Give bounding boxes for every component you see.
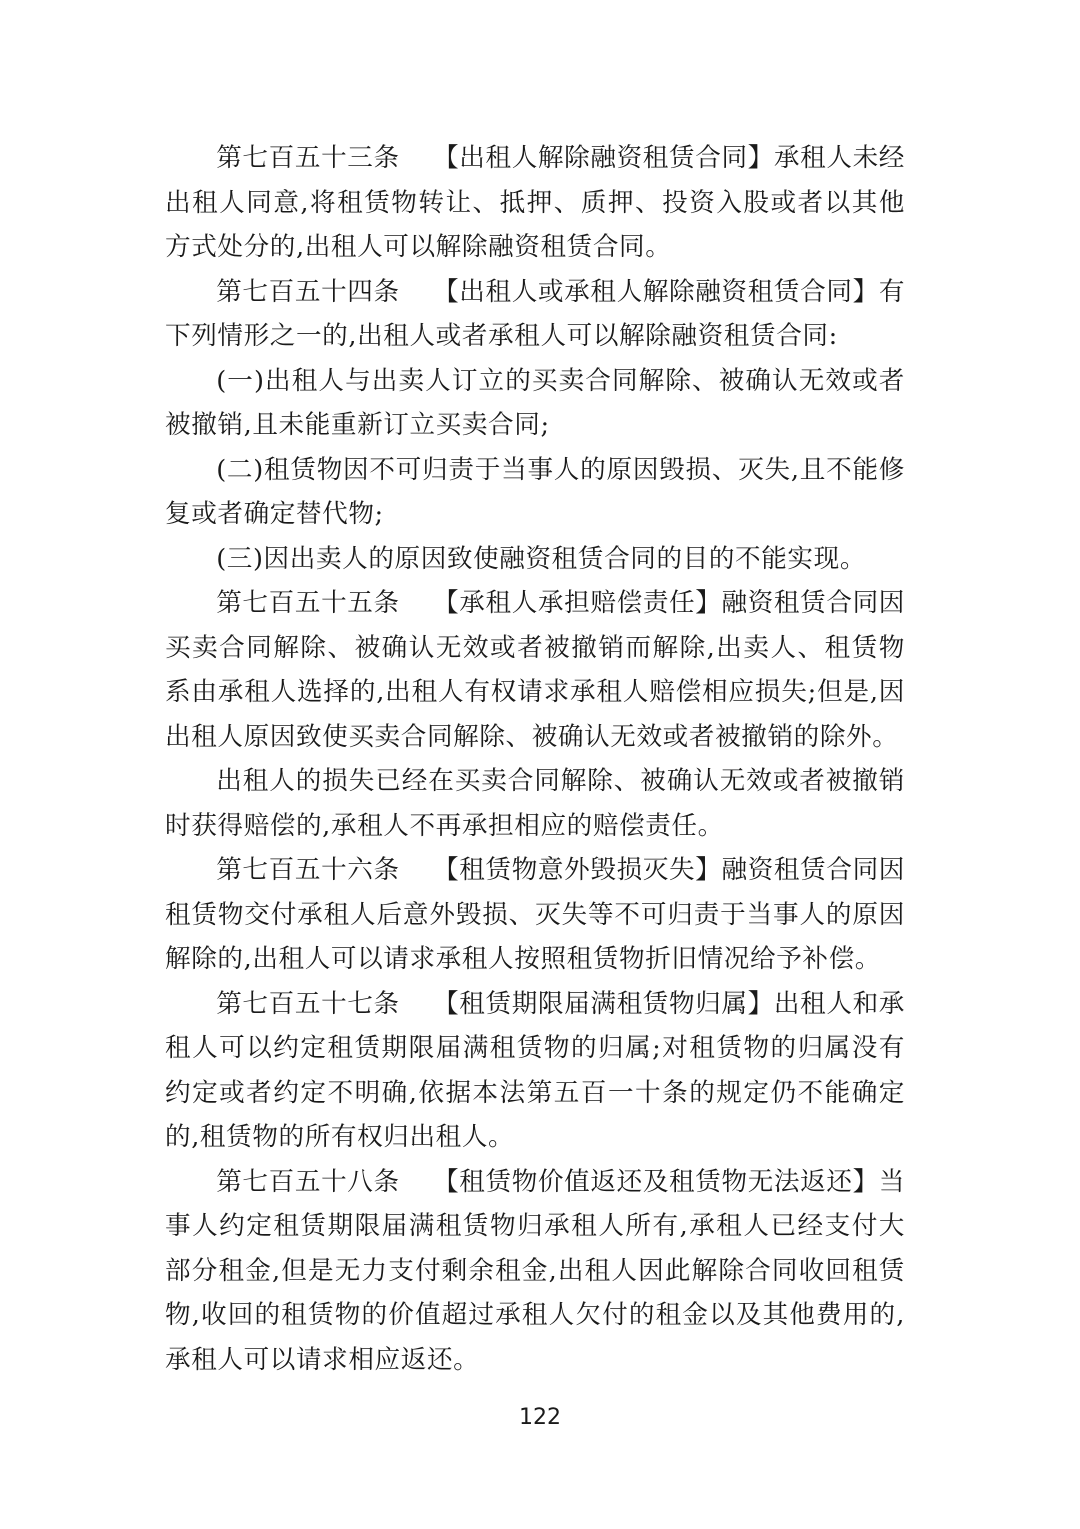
article-text: 当事人约定租赁期限届满租赁物归承租人所有,承租人已经支付大部分租金,但是无力支付剩余租金,出租人因此解除合同收回租赁物,收回的租赁物的价值超过承租人欠付的租金以及其他费用的,承租人可以请求相应返还。: [165, 1166, 906, 1375]
article-number: 第七百五十四条: [216, 276, 400, 307]
paragraph-clause-2: [165, 448, 905, 537]
paragraph-text: 出租人的损失已经在买卖合同解除、被确认无效或者被撤销时获得赔偿的,承租人不再承担相应的赔偿责任。: [165, 766, 905, 841]
paragraph-article-754: [165, 270, 905, 359]
article-text: 承租人未经出租人同意,将租赁物转让、抵押、质押、投资入股或者以其他方式处分的,出租人可以解除融资租赁合同。: [165, 143, 905, 262]
clause-text: (二)租赁物因不可归责于当事人的原因毁损、灭失,且不能修复或者确定替代物;: [165, 454, 905, 529]
paragraph-article-757: [165, 982, 905, 1160]
article-title: 【出租人解除融资租赁合同】: [433, 143, 774, 173]
article-text: 出租人和承租人可以约定租赁期限届满租赁物的归属;对租赁物的归属没有约定或者约定不明确,依据本法第五百一十条的规定仍不能确定的,租赁物的所有权归出租人。: [165, 988, 905, 1152]
article-text: 有下列情形之一的,出租人或者承租人可以解除融资租赁合同:: [165, 276, 906, 351]
paragraph-article-755: [165, 581, 905, 759]
article-number: 第七百五十五条: [216, 588, 400, 618]
article-title: 【租赁物价值返还及租赁物无法返还】: [433, 1166, 879, 1197]
article-number: 第七百五十三条: [216, 143, 400, 173]
article-number: 第七百五十六条: [216, 855, 400, 885]
paragraph-article-755-continued: [165, 759, 905, 848]
paragraph-clause-3: [165, 537, 905, 582]
paragraph-article-758: [165, 1160, 905, 1383]
article-title: 【租赁物意外毁损灭失】: [433, 855, 722, 885]
article-text: 融资租赁合同因租赁物交付承租人后意外毁损、灭失等不可归责于当事人的原因解除的,出租人可以请求承租人按照租赁物折旧情况给予补偿。: [165, 855, 906, 974]
article-number: 第七百五十八条: [216, 1166, 400, 1197]
clause-text: (三)因出卖人的原因致使融资租赁合同的目的不能实现。: [216, 543, 867, 574]
article-text: 融资租赁合同因买卖合同解除、被确认无效或者被撤销而解除,出卖人、租赁物系由承租人选择的,出租人有权请求承租人赔偿相应损失;但是,因出租人原因致使买卖合同解除、被确认无效或者被撤销的除外。: [165, 588, 906, 752]
article-title: 【租赁期限届满租赁物归属】: [433, 988, 774, 1019]
page-number: 122: [519, 1405, 561, 1430]
paragraph-article-753: [165, 136, 905, 270]
clause-text: (一)出租人与出卖人订立的买卖合同解除、被确认无效或者被撤销,且未能重新订立买卖合同;: [165, 365, 905, 440]
document-body: [165, 136, 905, 1382]
paragraph-clause-1: [165, 359, 905, 448]
paragraph-article-756: [165, 848, 905, 982]
article-title: 【承租人承担赔偿责任】: [433, 588, 722, 618]
article-title: 【出租人或承租人解除融资租赁合同】: [433, 276, 879, 307]
article-number: 第七百五十七条: [216, 988, 400, 1019]
